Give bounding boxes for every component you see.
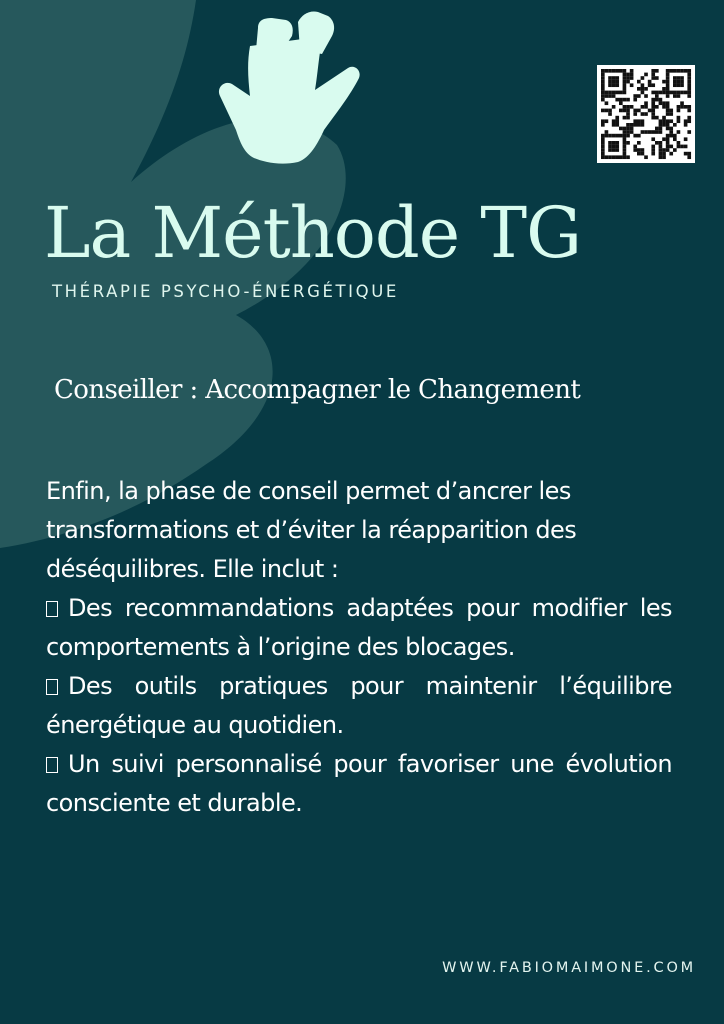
list-item (46, 745, 672, 823)
list-item-text: Un suivi personnalisé pour favoriser une évolution consciente et durable. (46, 750, 672, 817)
bullet-box-icon (46, 757, 58, 773)
bullet-box-icon (46, 601, 58, 617)
list-item-text: Des outils pratiques pour maintenir l’équilibre énergétique au quotidien. (46, 672, 672, 739)
list-item (46, 667, 672, 745)
qr-code-icon[interactable] (597, 65, 695, 163)
intro-paragraph: Enfin, la phase de conseil permet d’ancrer les transformations et d’éviter la réapparition des déséquilibres. Elle inclut : (46, 477, 577, 583)
page-title: La Méthode TG (44, 192, 582, 274)
list-item-text: Des recommandations adaptées pour modifier les comportements à l’origine des blocages. (46, 594, 672, 661)
body-text (46, 472, 672, 823)
list-item (46, 589, 672, 667)
page-subtitle: THÉRAPIE PSYCHO-ÉNERGÉTIQUE (52, 282, 399, 301)
website-link[interactable]: WWW.FABIOMAIMONE.COM (442, 960, 696, 976)
hand-icon (214, 8, 364, 168)
section-heading: Conseiller : Accompagner le Changement (54, 375, 581, 405)
bullet-box-icon (46, 679, 58, 695)
